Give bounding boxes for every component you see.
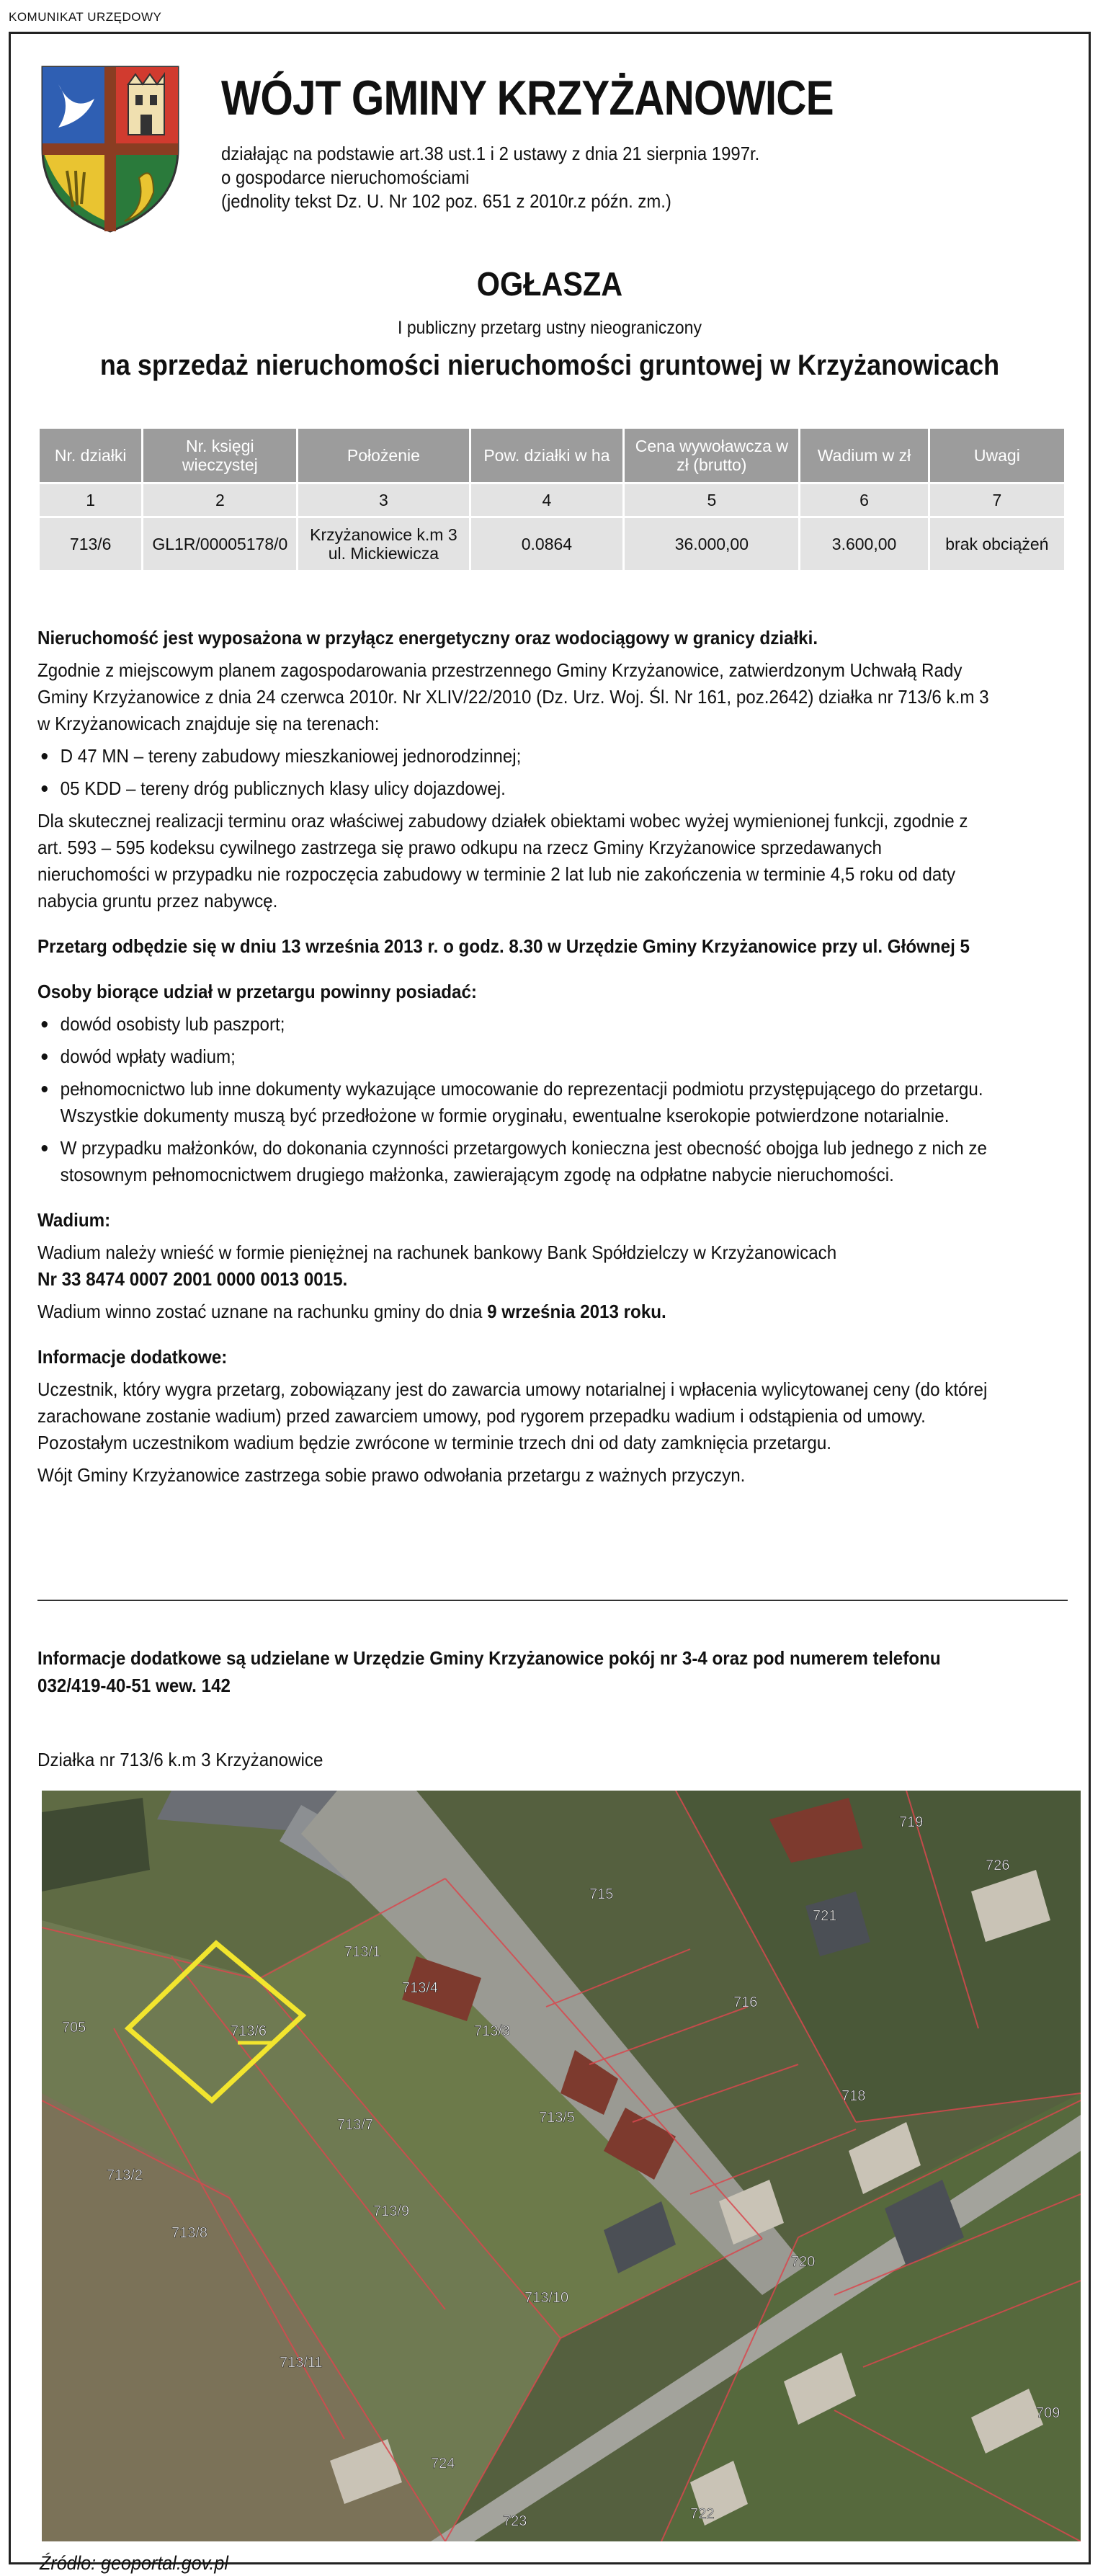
announcement-frame bbox=[9, 32, 1091, 2574]
parcel-label: 713/7 bbox=[337, 2117, 374, 2133]
column-header: Uwagi bbox=[930, 429, 1064, 482]
announcement-title: OGŁASZA bbox=[476, 265, 623, 303]
parcel-label: 721 bbox=[813, 1908, 837, 1924]
plot-table bbox=[37, 427, 1066, 572]
legal-basis-line: o gospodarce nieruchomościami bbox=[221, 166, 470, 188]
list-item: W przypadku małżonków, do dokonania czynności przetargowych konieczna jest obecność obojga lub jednego z nich ze stosownym pełnomocnictwem drugiego małżonka, zawierającym zgodę na odpłatne nabycie nieruchomości. bbox=[37, 1135, 996, 1188]
parcel-label: 713/10 bbox=[524, 2290, 569, 2306]
table-index-row bbox=[40, 484, 1064, 516]
column-header: Nr. księgi wieczystej bbox=[143, 429, 296, 482]
column-header: Wadium w zł bbox=[800, 429, 927, 482]
parcel-label: 723 bbox=[503, 2513, 527, 2529]
table-cell: 4 bbox=[471, 484, 623, 516]
cancellation-note: Wójt Gminy Krzyżanowice zastrzega sobie prawo odwołania przetargu z ważnych przyczyn. bbox=[37, 1464, 746, 1486]
parcel-label: 716 bbox=[733, 1995, 758, 2010]
zone-list bbox=[37, 743, 996, 802]
table-cell: 1 bbox=[40, 484, 141, 516]
list-item: pełnomocnictwo lub inne dokumenty wykazujące umocowanie do reprezentacji podmiotu przystępującego do przetargu. Wszystkie dokumenty muszą być przedłożone w formie oryginału, ewentualne kserokopie potwierdzone notarialnie. bbox=[37, 1076, 996, 1129]
zoning-plan-text: Zgodnie z miejscowym planem zagospodarowania przestrzennego Gminy Krzyżanowice, zatwierdzonym Uchwałą Rady Gminy Krzyżanowice z dnia 24 czerwca 2010r. Nr XLIV/22/2010 (Dz. Urz. Woj. Śl. Nr 161, poz.2642) działka nr 713/6 k.m 3 w Krzyżanowicach znajduje się na terenach: bbox=[37, 659, 989, 734]
table-cell: 3 bbox=[298, 484, 468, 516]
wadium-deadline bbox=[37, 1298, 996, 1325]
announcement-body bbox=[37, 625, 996, 1494]
table-cell: 7 bbox=[930, 484, 1064, 516]
wadium-deadline-date: 9 września 2013 roku. bbox=[487, 1301, 666, 1322]
parcel-label: 715 bbox=[589, 1886, 614, 1902]
divider bbox=[37, 1600, 1068, 1601]
extra-info-text: Uczestnik, który wygra przetarg, zobowiązany jest do zawarcia umowy notarialnej i wpłacenia wylicytowanej ceny (do której zarachowane zostanie wadium) przed zawarciem umowy, pod rygorem przepadku wadium i odstąpienia od umowy. Pozostałym uczestnikom wadium będzie zwrócone w terminie trzech dni od daty zamknięcia przetargu. bbox=[37, 1378, 988, 1453]
list-item: 05 KDD – tereny dróg publicznych klasy ulicy dojazdowej. bbox=[37, 775, 996, 802]
requirements-list bbox=[37, 1011, 996, 1188]
column-header: Nr. działki bbox=[40, 429, 141, 482]
table-cell: 6 bbox=[800, 484, 927, 516]
legal-basis-line: działając na podstawie art.38 ust.1 i 2 ustawy z dnia 21 sierpnia 1997r. bbox=[221, 143, 760, 164]
wadium-text: Wadium należy wnieść w formie pieniężnej na rachunek bankowy Bank Spółdzielczy w Krzyżanowicach bbox=[37, 1242, 837, 1263]
legal-basis-line: (jednolity tekst Dz. U. Nr 102 poz. 651 z 2010r.z późn. zm.) bbox=[221, 190, 671, 212]
parcel-label: 713/8 bbox=[171, 2225, 208, 2241]
contact-info: Informacje dodatkowe są udzielane w Urzędzie Gminy Krzyżanowice pokój nr 3-4 oraz pod numerem telefonu 032/419-40-51 wew. 142 bbox=[37, 1647, 941, 1696]
table-row bbox=[40, 518, 1064, 570]
table-cell: 5 bbox=[625, 484, 798, 516]
extra-info-title: Informacje dodatkowe: bbox=[37, 1346, 228, 1368]
wadium-title: Wadium: bbox=[37, 1209, 111, 1231]
table-header-row bbox=[40, 429, 1064, 482]
parcel-label: 720 bbox=[791, 2254, 816, 2270]
announcement-main: na sprzedaż nieruchomości nieruchomości gruntowej w Krzyżanowicach bbox=[99, 349, 1000, 381]
column-header: Cena wywoławcza w zł (brutto) bbox=[625, 429, 798, 482]
map-caption: Działka nr 713/6 k.m 3 Krzyżanowice bbox=[37, 1749, 323, 1770]
parcel-label: 713/11 bbox=[280, 2355, 323, 2371]
parcel-label: 709 bbox=[1036, 2405, 1060, 2421]
parcel-label: 713/4 bbox=[402, 1980, 439, 1996]
announcement-subtitle: I publiczny przetarg ustny nieograniczony bbox=[398, 318, 702, 338]
parcel-label: 718 bbox=[841, 2088, 866, 2104]
table-cell: 713/6 bbox=[40, 518, 141, 570]
column-header: Pow. działki w ha bbox=[471, 429, 623, 482]
table-cell: Krzyżanowice k.m 3 ul. Mickiewicza bbox=[298, 518, 468, 570]
parcel-map bbox=[42, 1791, 1081, 2541]
issuer-title: WÓJT GMINY KRZYŻANOWICE bbox=[221, 71, 834, 125]
table-cell: 36.000,00 bbox=[625, 518, 798, 570]
list-item: dowód osobisty lub paszport; bbox=[37, 1011, 996, 1038]
highlighted-parcel-label: 713/6 bbox=[231, 2023, 267, 2039]
parcel-label: 713/2 bbox=[107, 2167, 143, 2183]
list-item: dowód wpłaty wadium; bbox=[37, 1043, 996, 1070]
parcel-label: 705 bbox=[62, 2020, 86, 2036]
wadium-account: Nr 33 8474 0007 2001 0000 0013 0015. bbox=[37, 1268, 348, 1290]
section-label: KOMUNIKAT URZĘDOWY bbox=[9, 10, 162, 24]
parcel-label: 713/9 bbox=[373, 2203, 410, 2219]
map-source: Źródło: geoportal.gov.pl bbox=[40, 2552, 228, 2574]
parcel-label: 719 bbox=[899, 1814, 924, 1830]
legal-basis bbox=[221, 142, 759, 213]
list-item: D 47 MN – tereny zabudowy mieszkaniowej jednorodzinnej; bbox=[37, 743, 996, 770]
parcel-label: 726 bbox=[986, 1858, 1010, 1873]
table-cell: brak obciążeń bbox=[930, 518, 1064, 570]
coat-of-arms-icon bbox=[38, 63, 182, 236]
auction-date: Przetarg odbędzie się w dniu 13 września 2013 r. o godz. 8.30 w Urzędzie Gminy Krzyżanowice przy ul. Głównej 5 bbox=[37, 935, 970, 957]
parcel-label: 724 bbox=[431, 2456, 455, 2472]
table-cell: 0.0864 bbox=[471, 518, 623, 570]
utilities-note: Nieruchomość jest wyposażona w przyłącz energetyczny oraz wodociągowy w granicy działki. bbox=[37, 627, 818, 649]
table-cell: 2 bbox=[143, 484, 296, 516]
requirements-title: Osoby biorące udział w przetargu powinny posiadać: bbox=[37, 981, 477, 1002]
table-cell: GL1R/00005178/0 bbox=[143, 518, 296, 570]
parcel-label: 722 bbox=[690, 2506, 715, 2522]
buyback-clause: Dla skutecznej realizacji terminu oraz właściwej zabudowy działek obiektami wobec wyżej wymienionej funkcji, zgodnie z art. 593 – 595 kodeksu cywilnego zastrzega się prawo odkupu na rzecz Gminy Krzyżanowice sprzedawanych nieruchomości w przypadku nie rozpoczęcia zabudowy w terminie 2 lat lub nie zakończenia w terminie 4,5 roku od daty nabycia gruntu przez nabywcę. bbox=[37, 810, 968, 912]
parcel-label: 713/1 bbox=[344, 1944, 381, 1960]
parcel-label: 713/5 bbox=[539, 2110, 576, 2126]
parcel-label: 713/3 bbox=[474, 2023, 511, 2039]
table-cell: 3.600,00 bbox=[800, 518, 927, 570]
column-header: Położenie bbox=[298, 429, 468, 482]
wadium-deadline-prefix: Wadium winno zostać uznane na rachunku gminy do dnia bbox=[37, 1301, 488, 1322]
